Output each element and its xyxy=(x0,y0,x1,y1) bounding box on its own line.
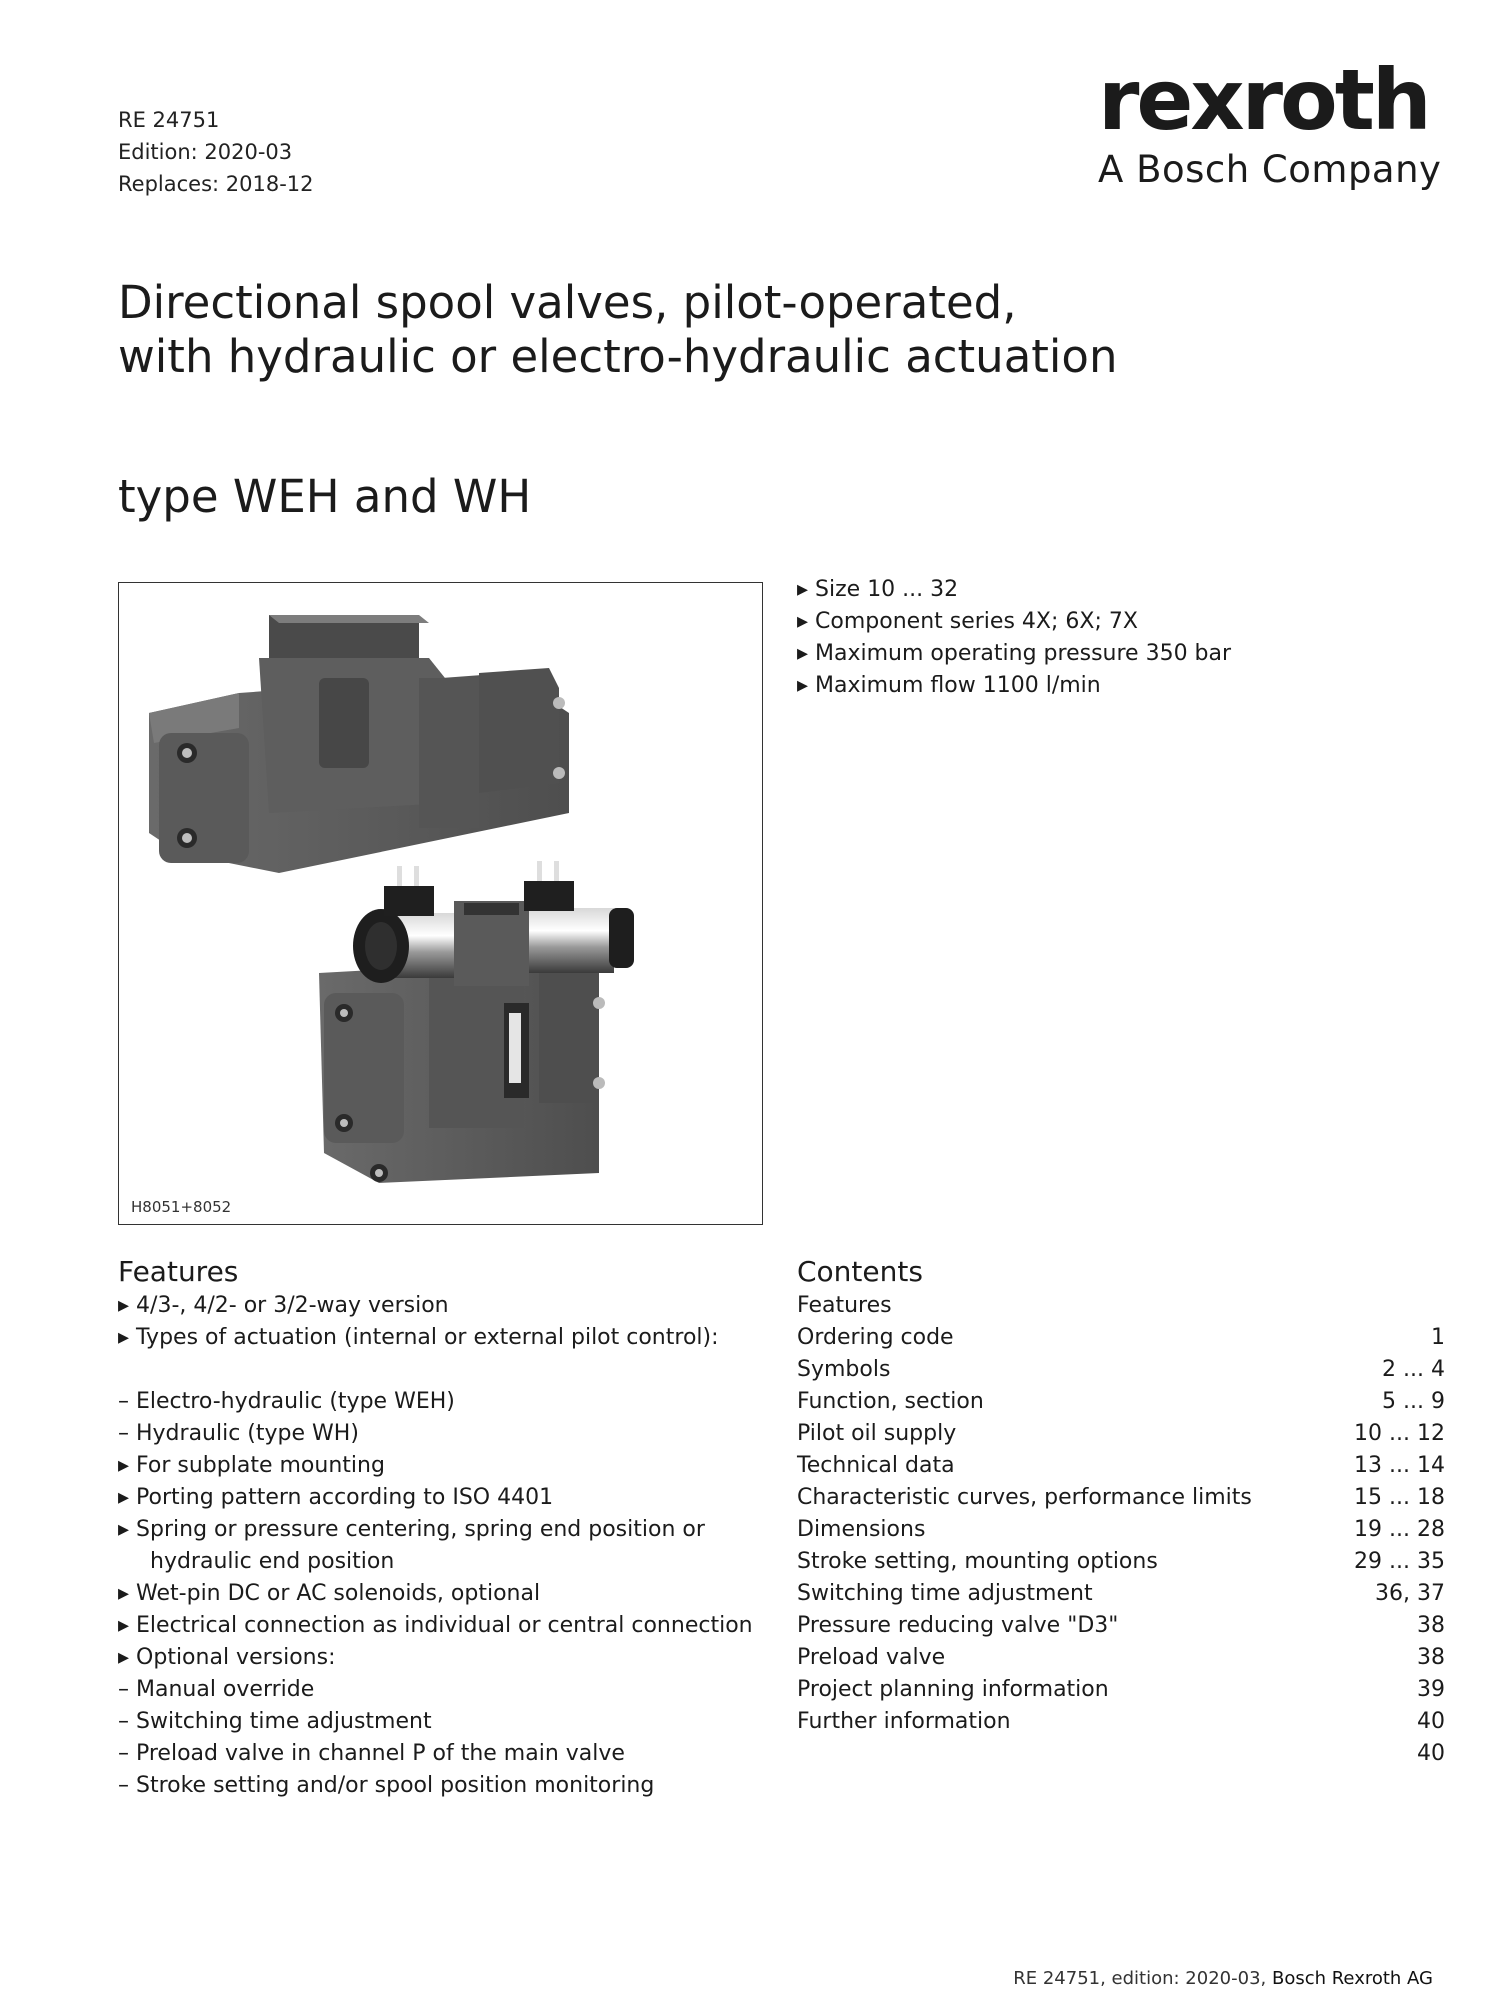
spec-item: ▸ Maximum flow 1100 l/min xyxy=(797,673,1101,698)
toc-page: 13 ... 14 xyxy=(1354,1453,1445,1478)
toc-page: 36, 37 xyxy=(1375,1581,1445,1606)
feature-spacer xyxy=(118,1354,778,1386)
figure-caption: H8051+8052 xyxy=(131,1198,232,1216)
product-figure xyxy=(118,582,763,1225)
footer-text: RE 24751, edition: 2020-03, xyxy=(1013,1968,1272,1989)
toc-entry: Stroke setting, mounting options xyxy=(797,1549,1158,1574)
toc-page: 15 ... 18 xyxy=(1354,1485,1445,1510)
toc-entry: Project planning information xyxy=(797,1677,1109,1702)
toc-page: 2 ... 4 xyxy=(1382,1357,1445,1382)
toc-entry: Technical data xyxy=(797,1453,955,1478)
feature-item: ▸ 4/3-, 4/2- or 3/2-way version xyxy=(118,1293,449,1318)
document-header xyxy=(118,104,314,200)
features-section xyxy=(118,1254,778,1802)
toc-entry: Pilot oil supply xyxy=(797,1421,957,1446)
toc-entry: Further information xyxy=(797,1709,1011,1734)
toc-page: 40 xyxy=(1417,1709,1445,1734)
feature-item: – Preload valve in channel P of the main valve xyxy=(118,1741,625,1766)
contents-heading: Contents xyxy=(797,1255,923,1288)
title-line-1: Directional spool valves, pilot-operated, xyxy=(118,276,1017,329)
feature-item: ▸ Electrical connection as individual or central connection xyxy=(118,1613,753,1638)
feature-item: – Manual override xyxy=(118,1677,315,1702)
feature-item: – Electro-hydraulic (type WEH) xyxy=(118,1389,455,1414)
toc-entry: Dimensions xyxy=(797,1517,926,1542)
title-line-2: with hydraulic or electro-hydraulic actuation xyxy=(118,330,1118,383)
doc-number: RE 24751 xyxy=(118,108,220,132)
toc-page: 39 xyxy=(1417,1677,1445,1702)
toc-page: 38 xyxy=(1417,1645,1445,1670)
replaces: Replaces: 2018-12 xyxy=(118,172,314,196)
electro-hydraulic-valve-image xyxy=(319,861,634,1183)
toc-page: 38 xyxy=(1417,1613,1445,1638)
features-heading: Features xyxy=(118,1255,239,1288)
toc-entry: Function, section xyxy=(797,1389,984,1414)
key-specs-list xyxy=(797,574,1457,702)
spec-item: ▸ Component series 4X; 6X; 7X xyxy=(797,609,1138,634)
logo-wordmark: rexroth xyxy=(1098,51,1429,149)
toc-page: 5 ... 9 xyxy=(1382,1389,1445,1414)
logo-tagline: A Bosch Company xyxy=(1098,148,1442,191)
contents-section xyxy=(797,1254,1445,1766)
toc-entry: Ordering code xyxy=(797,1325,954,1350)
toc-page-numbers xyxy=(1285,1322,1445,1770)
toc-page: 29 ... 35 xyxy=(1354,1549,1445,1574)
type-title: type WEH and WH xyxy=(118,470,532,523)
feature-item: ▸ Porting pattern according to ISO 4401 xyxy=(118,1485,554,1510)
valve-illustration xyxy=(119,583,761,1223)
spec-item: ▸ Size 10 ... 32 xyxy=(797,577,959,602)
rexroth-logo xyxy=(1098,51,1448,191)
page-footer xyxy=(1013,1968,1433,1989)
hydraulic-valve-image xyxy=(149,615,569,873)
feature-item: ▸ Wet-pin DC or AC solenoids, optional xyxy=(118,1581,541,1606)
feature-item-continued: hydraulic end position xyxy=(150,1549,395,1574)
feature-item: – Switching time adjustment xyxy=(118,1709,432,1734)
toc-page: 10 ... 12 xyxy=(1354,1421,1445,1446)
toc-page: 40 xyxy=(1417,1741,1445,1766)
footer-company: Bosch Rexroth AG xyxy=(1271,1968,1433,1989)
toc-page: 19 ... 28 xyxy=(1354,1517,1445,1542)
toc-entry: Preload valve xyxy=(797,1645,946,1670)
document-title xyxy=(118,276,1268,384)
feature-item: – Hydraulic (type WH) xyxy=(118,1421,359,1446)
feature-item: ▸ For subplate mounting xyxy=(118,1453,385,1478)
feature-item: ▸ Types of actuation (internal or external pilot control): xyxy=(118,1325,719,1350)
feature-item: ▸ Spring or pressure centering, spring end position or xyxy=(118,1517,705,1542)
feature-item: – Stroke setting and/or spool position monitoring xyxy=(118,1773,655,1798)
toc-page: 1 xyxy=(1431,1325,1445,1350)
toc-entry: Switching time adjustment xyxy=(797,1581,1093,1606)
feature-item: ▸ Optional versions: xyxy=(118,1645,336,1670)
toc-entry: Symbols xyxy=(797,1357,891,1382)
spec-item: ▸ Maximum operating pressure 350 bar xyxy=(797,641,1232,666)
toc-entry: Features xyxy=(797,1293,892,1318)
toc-entry: Pressure reducing valve "D3" xyxy=(797,1613,1119,1638)
edition: Edition: 2020-03 xyxy=(118,140,293,164)
toc-entry: Characteristic curves, performance limits xyxy=(797,1485,1252,1510)
